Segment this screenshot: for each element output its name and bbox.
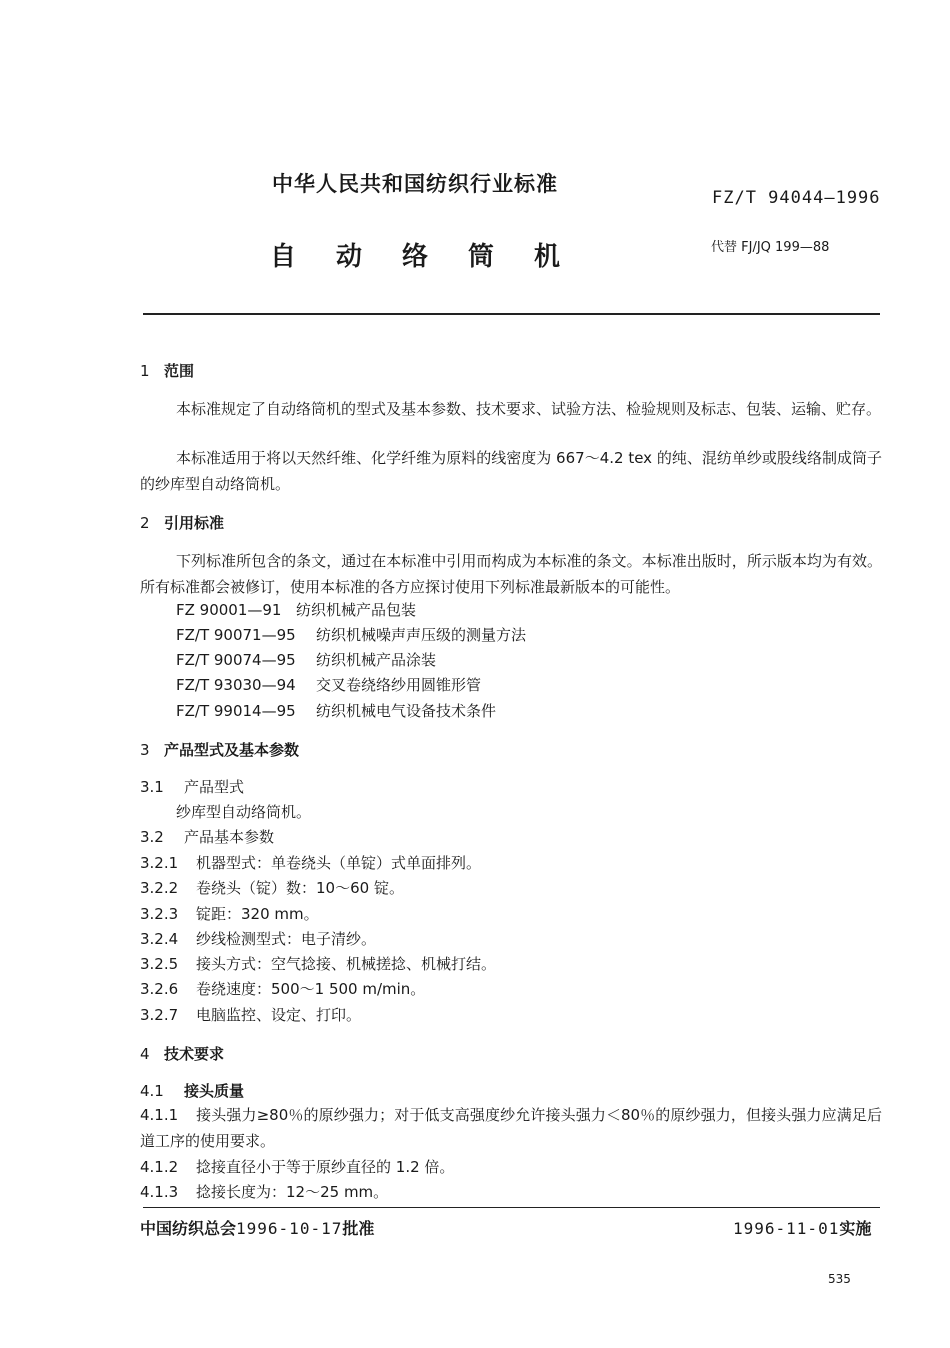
clause-number: 3.2.2 bbox=[140, 879, 179, 897]
section-4-heading bbox=[140, 1043, 224, 1064]
header-divider bbox=[143, 313, 880, 315]
issuing-body-title: 中华人民共和国纺织行业标准 bbox=[272, 172, 558, 196]
clause-text: 接头方式：空气捻接、机械搓捻、机械打结。 bbox=[196, 955, 497, 973]
reference-code: FZ/T 93030—94 bbox=[176, 676, 296, 694]
clause-number: 4.1.2 bbox=[140, 1158, 179, 1176]
clause-number: 3.1 bbox=[140, 778, 164, 796]
clause-text: 锭距：320 mm。 bbox=[196, 905, 319, 923]
clause-title: 接头质量 bbox=[184, 1082, 245, 1100]
clause-text: 电脑监控、设定、打印。 bbox=[196, 1006, 362, 1024]
reference-code: FZ/T 90074—95 bbox=[176, 651, 296, 669]
section-number: 3 bbox=[140, 741, 150, 759]
clause-item bbox=[140, 1004, 361, 1025]
reference-item bbox=[176, 649, 436, 670]
document-title: 自动络筒机 bbox=[270, 242, 601, 272]
clause-text: 卷绕头（锭）数：10～60 锭。 bbox=[196, 879, 404, 897]
clause-number: 3.2 bbox=[140, 828, 164, 846]
clause-item bbox=[140, 928, 376, 949]
approval-word: 批准 bbox=[342, 1219, 375, 1238]
reference-name: 纺织机械产品涂装 bbox=[316, 651, 437, 669]
clause-number: 3.2.5 bbox=[140, 955, 179, 973]
clause-number: 4.1.1 bbox=[140, 1106, 179, 1124]
clause-item bbox=[140, 877, 404, 898]
clause-text: 纱线检测型式：电子清纱。 bbox=[196, 930, 377, 948]
clause-3-1 bbox=[140, 776, 244, 797]
reference-name: 纺织机械噪声声压级的测量方法 bbox=[316, 626, 527, 644]
footer-divider bbox=[143, 1207, 880, 1208]
replaces-standard: 代替 FJ/JQ 199—88 bbox=[711, 240, 830, 255]
section-1-paragraph-1: 本标准规定了自动络筒机的型式及基本参数、技术要求、试验方法、检验规则及标志、包装、运输、贮存。 bbox=[176, 400, 882, 418]
clause-4-1-3 bbox=[140, 1181, 388, 1202]
section-1-paragraph-2: 本标准适用于将以天然纤维、化学纤维为原料的线密度为 667～4.2 tex 的纯、混纺单纱或股线络制成筒子的纱库型自动络筒机。 bbox=[140, 449, 882, 493]
effective-word: 实施 bbox=[839, 1219, 872, 1238]
section-title: 引用标准 bbox=[164, 514, 225, 532]
standard-code: FZ/T 94044—1996 bbox=[712, 188, 881, 208]
section-number: 2 bbox=[140, 514, 150, 532]
effective-line bbox=[733, 1216, 871, 1239]
approval-date: 1996-10-17 bbox=[236, 1219, 343, 1238]
section-3-heading bbox=[140, 739, 299, 760]
clause-4-1-2 bbox=[140, 1156, 454, 1177]
page-number: 535 bbox=[828, 1272, 851, 1286]
clause-number: 3.2.6 bbox=[140, 980, 179, 998]
approval-line bbox=[140, 1216, 374, 1239]
section-2-heading bbox=[140, 512, 224, 533]
reference-code: FZ 90001—91 bbox=[176, 601, 282, 619]
clause-4-1-1 bbox=[140, 1102, 882, 1154]
effective-date: 1996-11-01 bbox=[733, 1219, 840, 1238]
clause-item bbox=[140, 852, 481, 873]
section-2-paragraph: 下列标准所包含的条文，通过在本标准中引用而构成为本标准的条文。本标准出版时，所示版本均为有效。所有标准都会被修订，使用本标准的各方应探讨使用下列标准最新版本的可能性。 bbox=[140, 552, 882, 596]
clause-number: 4.1.3 bbox=[140, 1183, 179, 1201]
clause-item bbox=[140, 978, 425, 999]
reference-name: 交叉卷绕络纱用圆锥形管 bbox=[316, 676, 482, 694]
clause-number: 3.2.3 bbox=[140, 905, 179, 923]
reference-code: FZ/T 90071—95 bbox=[176, 626, 296, 644]
clause-number: 3.2.1 bbox=[140, 854, 179, 872]
section-title: 范围 bbox=[164, 362, 195, 380]
reference-name: 纺织机械产品包装 bbox=[296, 601, 417, 619]
section-title: 产品型式及基本参数 bbox=[164, 741, 300, 759]
issuer: 中国纺织总会 bbox=[140, 1219, 237, 1238]
clause-3-2 bbox=[140, 826, 274, 847]
section-1-heading bbox=[140, 360, 194, 381]
clause-text: 捻接直径小于等于原纱直径的 1.2 倍。 bbox=[196, 1158, 455, 1176]
section-title: 技术要求 bbox=[164, 1045, 225, 1063]
clause-title: 产品型式 bbox=[184, 778, 245, 796]
reference-code: FZ/T 99014—95 bbox=[176, 702, 296, 720]
clause-number: 3.2.7 bbox=[140, 1006, 179, 1024]
clause-text: 卷绕速度：500～1 500 m/min。 bbox=[196, 980, 426, 998]
reference-item bbox=[176, 700, 496, 721]
reference-name: 纺织机械电气设备技术条件 bbox=[316, 702, 497, 720]
reference-item bbox=[176, 674, 481, 695]
clause-3-1-text: 纱库型自动络筒机。 bbox=[176, 803, 312, 821]
section-number: 1 bbox=[140, 362, 150, 380]
section-number: 4 bbox=[140, 1045, 150, 1063]
clause-title: 产品基本参数 bbox=[184, 828, 275, 846]
clause-text: 机器型式：单卷绕头（单锭）式单面排列。 bbox=[196, 854, 482, 872]
clause-text: 接头强力≥80％的原纱强力；对于低支高强度纱允许接头强力＜80％的原纱强力，但接头强力应满足后道工序的使用要求。 bbox=[140, 1106, 882, 1150]
clause-number: 4.1 bbox=[140, 1082, 164, 1100]
clause-item bbox=[140, 903, 319, 924]
reference-item bbox=[176, 599, 416, 620]
reference-item bbox=[176, 624, 526, 645]
clause-text: 捻接长度为：12～25 mm。 bbox=[196, 1183, 389, 1201]
clause-number: 3.2.4 bbox=[140, 930, 179, 948]
clause-item bbox=[140, 953, 496, 974]
clause-4-1 bbox=[140, 1080, 244, 1101]
